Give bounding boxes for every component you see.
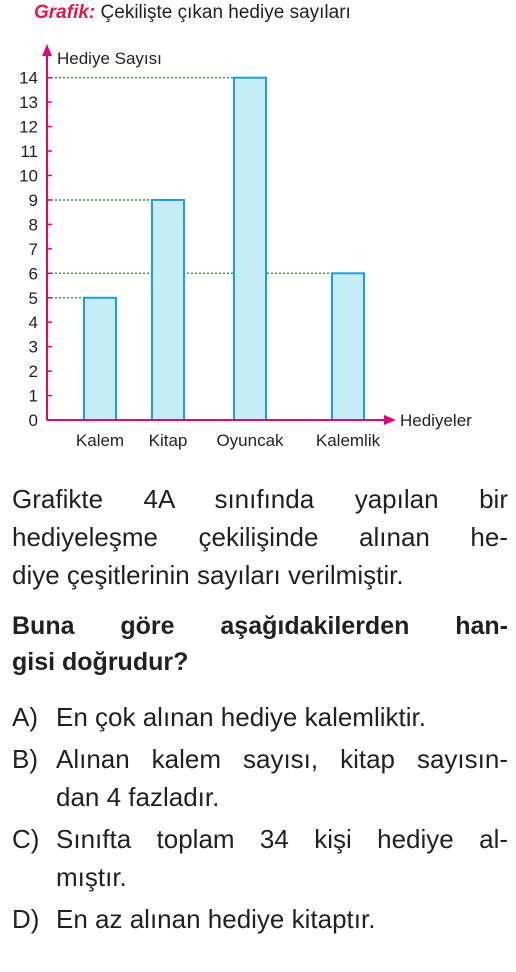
option-text	[56, 820, 508, 896]
option-a[interactable]	[12, 698, 508, 736]
x-tick-label: Kalemlik	[315, 431, 381, 450]
y-tick-label: 6	[28, 264, 38, 284]
option-letter: B)	[12, 744, 38, 774]
bars	[84, 78, 364, 420]
answer-options	[12, 698, 508, 938]
option-line: En az alınan hediye kitaptır.	[56, 904, 376, 934]
stem-line: diye çeşitlerinin sayıları verilmiştir.	[12, 560, 404, 590]
prompt-line: Buna göre aşağıdakilerden han-	[12, 612, 508, 640]
y-tick-label: 11	[20, 142, 38, 162]
option-letter: C)	[12, 824, 40, 854]
y-tick-label: 5	[28, 288, 38, 308]
option-c[interactable]	[12, 820, 508, 896]
y-tick-label: 14	[19, 68, 38, 88]
option-letter: A)	[12, 702, 38, 732]
option-line: Sınıfta toplam 34 kişi hediye al-	[56, 824, 508, 854]
option-text	[56, 698, 508, 736]
stem-line: hediyeleşme çekilişinde alınan he-	[12, 522, 508, 552]
y-tick-label: 7	[28, 239, 38, 259]
bar	[332, 273, 364, 420]
option-line: En çok alınan hediye kalemliktir.	[56, 702, 426, 732]
chart-title-label: Grafik:	[34, 2, 96, 23]
option-text	[56, 900, 508, 938]
y-tick-label: 10	[19, 166, 38, 186]
bar	[84, 298, 116, 420]
y-tick-label: 9	[28, 190, 38, 210]
bar	[152, 200, 184, 420]
y-axis-label: Hediye Sayısı	[57, 49, 162, 68]
x-axis-arrow	[384, 415, 396, 425]
y-tick-label: 2	[28, 362, 38, 382]
y-axis-arrow	[42, 44, 52, 56]
option-text	[56, 740, 508, 816]
y-tick-label: 0	[28, 411, 38, 430]
x-tick-label: Oyuncak	[216, 431, 284, 450]
option-line: Alınan kalem sayısı, kitap sayısın-	[56, 744, 508, 774]
option-line: mıştır.	[56, 862, 127, 892]
question	[12, 480, 508, 942]
chart-title-text: Çekilişte çıkan hediye sayıları	[100, 2, 351, 23]
x-axis-label: Hediyeler	[400, 411, 472, 430]
y-tick-label: 4	[28, 313, 38, 333]
x-tick-label: Kalem	[75, 431, 125, 450]
y-tick-label: 1	[28, 386, 38, 406]
bar	[234, 78, 266, 420]
option-b[interactable]	[12, 740, 508, 816]
bar-chart	[0, 0, 516, 465]
option-line: dan 4 fazladır.	[56, 782, 220, 812]
stem-line: Grafikte 4A sınıfında yapılan bir	[12, 484, 508, 514]
x-tick-label: Kitap	[148, 431, 188, 450]
y-tick-label: 3	[28, 337, 38, 357]
option-letter: D)	[12, 904, 40, 934]
option-d[interactable]	[12, 900, 508, 938]
y-tick-label: 12	[19, 117, 38, 137]
question-stem	[12, 480, 508, 594]
guide-lines	[47, 78, 332, 298]
prompt-line: gisi doğrudur?	[12, 648, 189, 676]
y-tick-label: 8	[28, 215, 38, 235]
question-prompt	[12, 608, 508, 680]
y-tick-label: 13	[19, 93, 38, 113]
